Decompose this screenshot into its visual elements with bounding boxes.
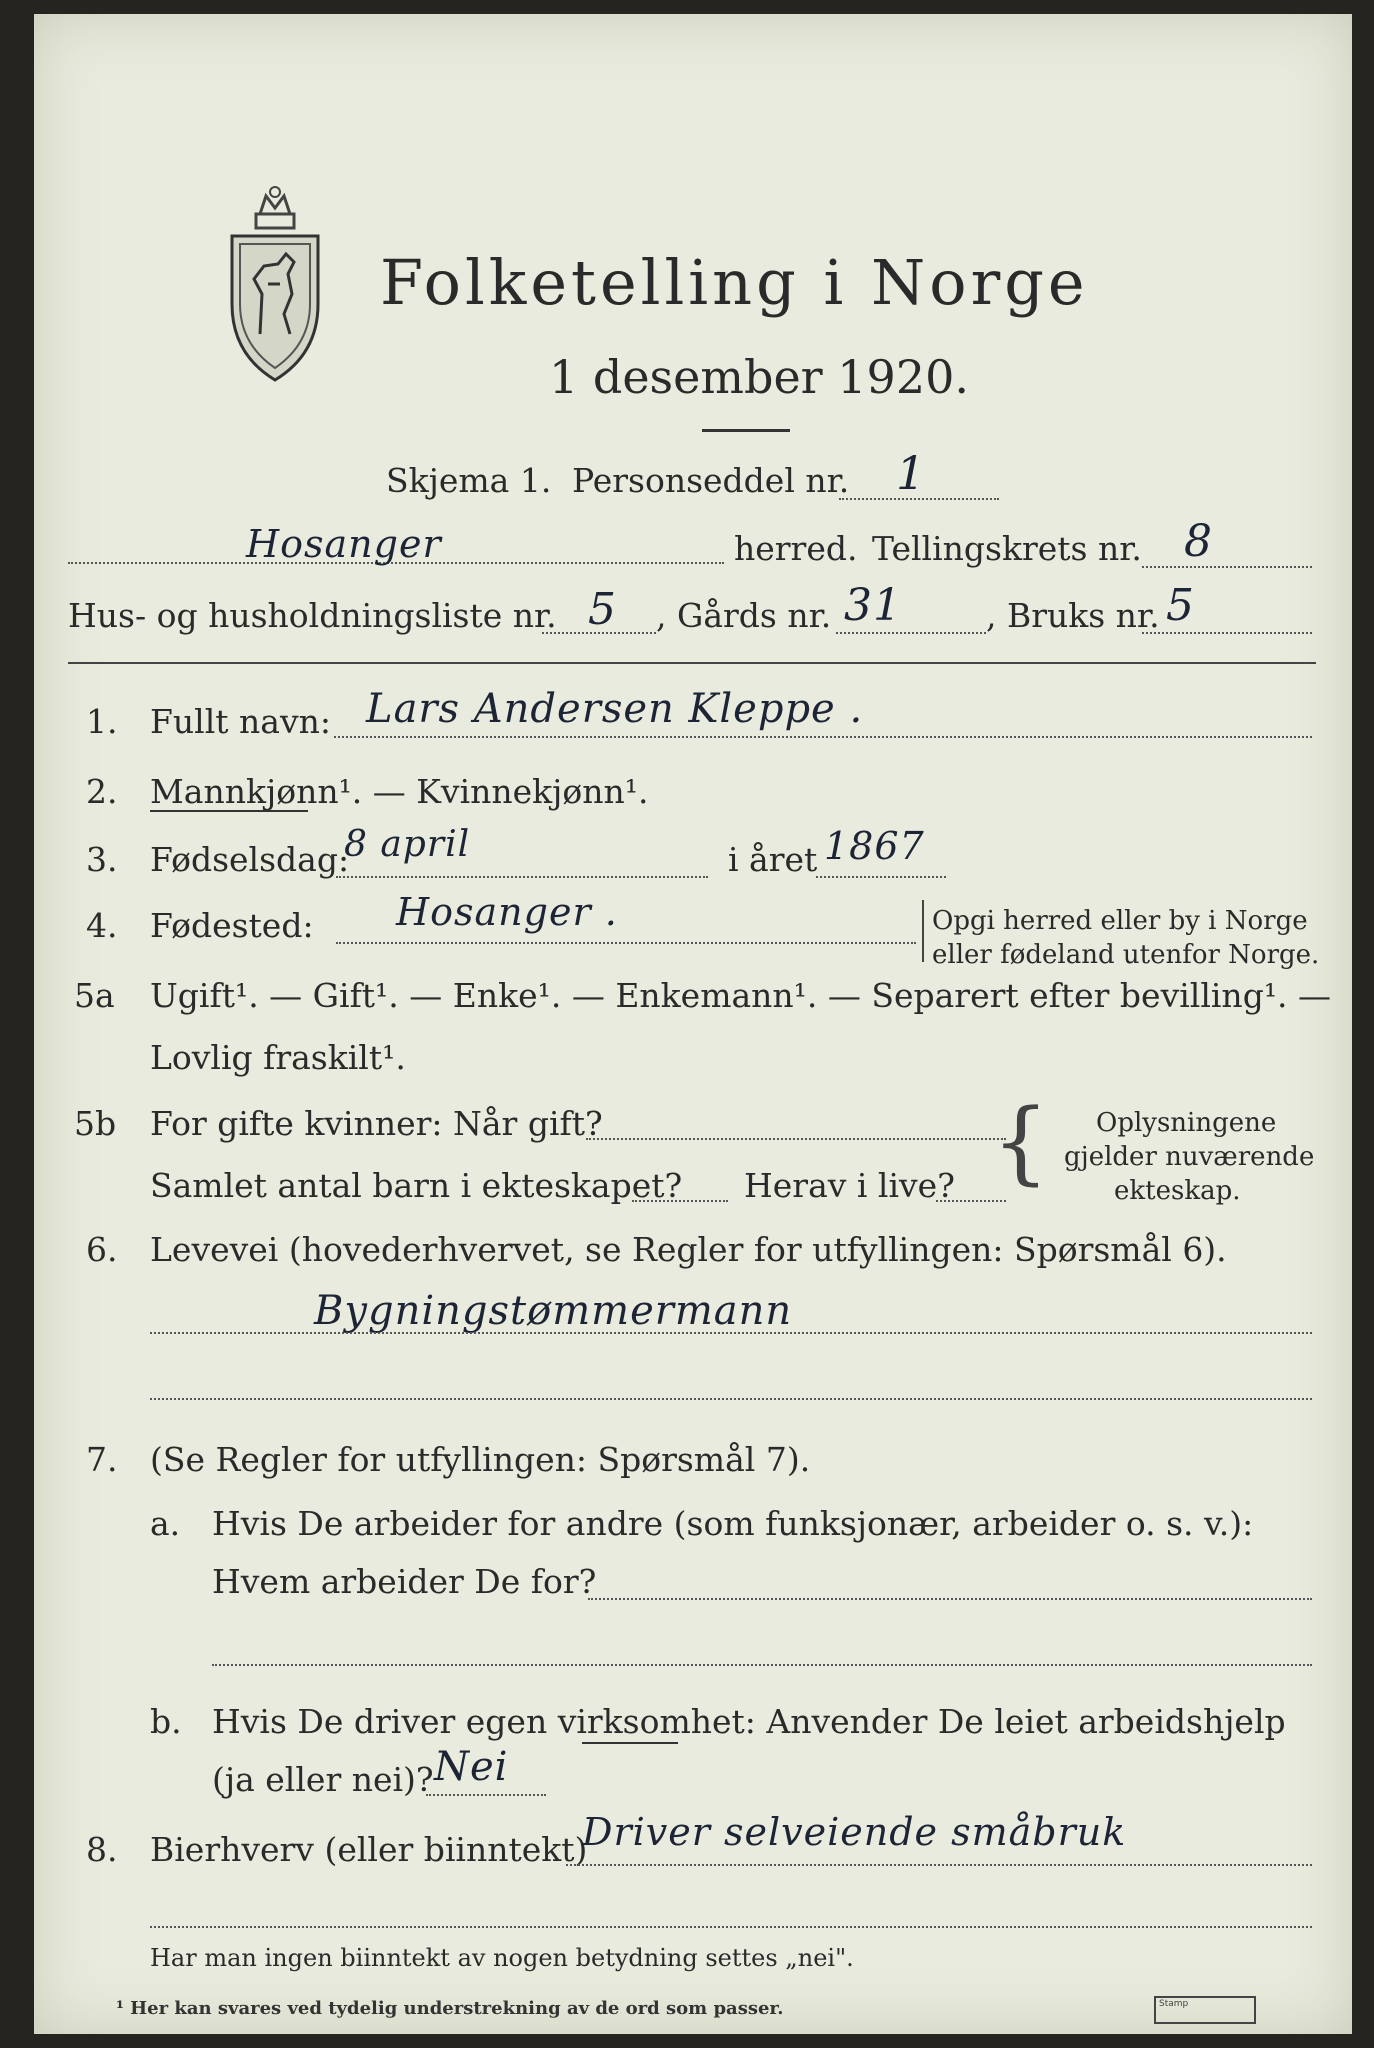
q1-number: 1. bbox=[86, 702, 118, 741]
coat-of-arms-icon bbox=[220, 184, 330, 384]
q4-value: Hosanger . bbox=[396, 890, 618, 934]
q6-label: Levevei (hovederhvervet, se Regler for utfyllingen: Spørsmål 6). bbox=[150, 1230, 1227, 1269]
q5b-line-2a: Samlet antal barn i ekteskapet? bbox=[150, 1166, 683, 1205]
q1-label: Fullt navn: bbox=[150, 702, 331, 741]
tellingskrets-label: Tellingskrets nr. bbox=[872, 529, 1142, 568]
tellingskrets-value: 8 bbox=[1184, 516, 1213, 567]
q5b-brace: { bbox=[992, 1090, 1050, 1195]
header-rule bbox=[68, 662, 1316, 664]
q7a-extra-line bbox=[212, 1664, 1312, 1666]
q5a-number: 5a bbox=[74, 976, 115, 1015]
q3-value: 8 april bbox=[344, 824, 471, 865]
q4-bracket bbox=[922, 900, 924, 962]
q7b-line-2: (ja eller nei)? bbox=[212, 1760, 434, 1799]
q6-line-1 bbox=[150, 1332, 1312, 1334]
bruks-line bbox=[1142, 632, 1312, 634]
q8-extra-line bbox=[150, 1926, 1312, 1928]
q7-number: 7. bbox=[86, 1440, 118, 1479]
herred-label: herred. bbox=[734, 529, 858, 568]
q2-number: 2. bbox=[86, 772, 118, 811]
q7b-letter: b. bbox=[150, 1702, 182, 1741]
q5a-line-1: Ugift¹. — Gift¹. — Enke¹. — Enkemann¹. — Separert efter bevilling¹. — bbox=[150, 976, 1332, 1015]
husliste-value: 5 bbox=[588, 584, 617, 635]
q2-text: Mannkjønn¹. — Kvinnekjønn¹. bbox=[150, 772, 649, 811]
q4-note-2: eller fødeland utenfor Norge. bbox=[932, 940, 1320, 970]
q8-value: Driver selveiende småbruk bbox=[582, 1810, 1127, 1854]
bruks-value: 5 bbox=[1166, 580, 1195, 631]
gards-line bbox=[836, 632, 986, 634]
q7b-line bbox=[426, 1794, 546, 1796]
q3-number: 3. bbox=[86, 840, 118, 879]
form-date: 1 desember 1920. bbox=[549, 350, 969, 404]
husliste-label: Hus- og husholdningsliste nr. bbox=[68, 596, 557, 635]
q7a-line-1: Hvis De arbeider for andre (som funksjonær, arbeider o. s. v.): bbox=[212, 1504, 1254, 1543]
q3-year-value: 1867 bbox=[824, 824, 925, 868]
q3-year-label: i året bbox=[728, 840, 818, 879]
q7b-value: Nei bbox=[434, 1744, 509, 1790]
q1-line bbox=[334, 736, 1312, 738]
q3-line bbox=[336, 876, 708, 878]
herred-value: Hosanger bbox=[246, 522, 442, 566]
q5b-line-2b: Herav i live? bbox=[744, 1166, 955, 1205]
q5b-note-2: gjelder nuværende bbox=[1064, 1142, 1315, 1172]
footnote: ¹ Her kan svares ved tydelig understrekning av de ord som passer. bbox=[116, 1998, 784, 2019]
q2-underline bbox=[150, 810, 308, 812]
gards-label: , Gårds nr. bbox=[656, 596, 832, 635]
q5b-note-3: ekteskap. bbox=[1114, 1176, 1241, 1206]
q8-label: Bierhverv (eller biinntekt) bbox=[150, 1830, 588, 1869]
q7b-underline bbox=[582, 1742, 678, 1744]
q7a-line-2: Hvem arbeider De for? bbox=[212, 1562, 597, 1601]
q3-label: Fødselsdag: bbox=[150, 840, 350, 879]
q8-line bbox=[566, 1864, 1312, 1866]
q6-value: Bygningstømmermann bbox=[314, 1288, 793, 1334]
form-title: Folketelling i Norge bbox=[380, 246, 1089, 319]
personseddel-label: Personseddel nr. bbox=[572, 461, 850, 500]
census-form bbox=[34, 14, 1352, 2034]
printer-stamp: Stamp bbox=[1154, 1996, 1256, 2024]
q5b-alive-line bbox=[936, 1200, 1006, 1202]
q5a-line-2: Lovlig fraskilt¹. bbox=[150, 1038, 406, 1077]
q1-value: Lars Andersen Kleppe . bbox=[366, 686, 864, 732]
q4-note-1: Opgi herred eller by i Norge bbox=[932, 906, 1308, 936]
title-divider bbox=[702, 429, 790, 432]
footer-note: Har man ingen biinntekt av nogen betydning settes „nei". bbox=[150, 1944, 854, 1972]
q3-year-line bbox=[816, 876, 946, 878]
skjema-label: Skjema 1. bbox=[386, 461, 552, 500]
q8-number: 8. bbox=[86, 1830, 118, 1869]
q4-line bbox=[336, 942, 916, 944]
gards-value: 31 bbox=[844, 580, 902, 631]
q7a-line bbox=[588, 1598, 1312, 1600]
bruks-label: , Bruks nr. bbox=[986, 596, 1160, 635]
q7a-letter: a. bbox=[150, 1504, 181, 1543]
q4-label: Fødested: bbox=[150, 906, 314, 945]
q4-number: 4. bbox=[86, 906, 118, 945]
tellingskrets-line bbox=[1142, 566, 1312, 568]
q7b-line-1: Hvis De driver egen virksomhet: Anvender De leiet arbeidshjelp bbox=[212, 1702, 1286, 1741]
q5b-note-1: Oplysningene bbox=[1096, 1108, 1277, 1138]
q5b-number: 5b bbox=[74, 1104, 117, 1143]
q5b-line-1: For gifte kvinner: Når gift? bbox=[150, 1104, 603, 1143]
q5b-married-line bbox=[586, 1138, 1006, 1140]
personseddel-value: 1 bbox=[896, 446, 927, 500]
q5b-children-line bbox=[632, 1200, 728, 1202]
q6-line-2 bbox=[150, 1398, 1312, 1400]
q6-number: 6. bbox=[86, 1230, 118, 1269]
q7-label: (Se Regler for utfyllingen: Spørsmål 7). bbox=[150, 1440, 811, 1479]
